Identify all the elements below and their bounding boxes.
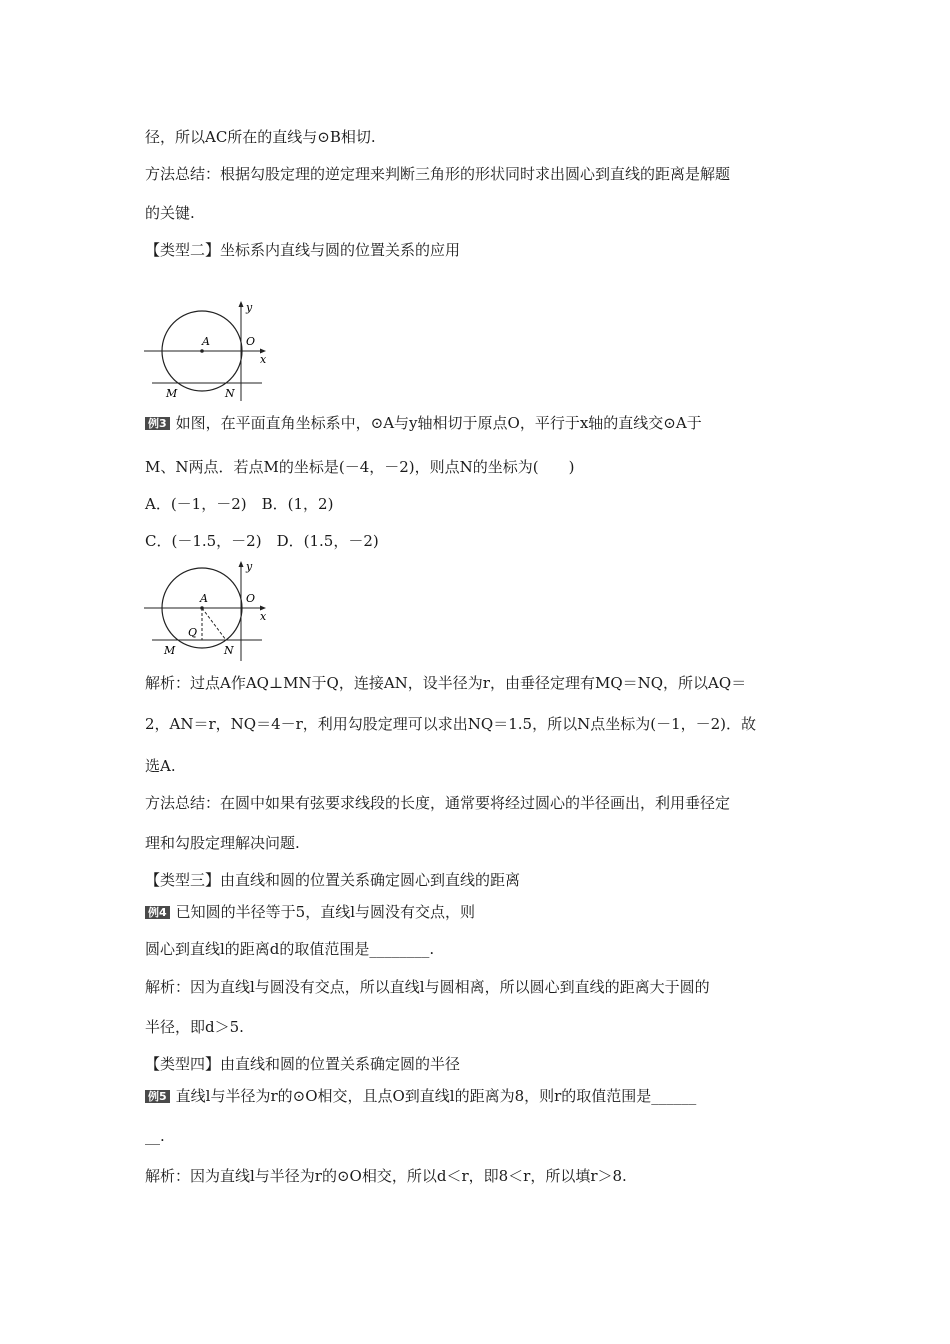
section-heading-type2: 【类型二】坐标系内直线与圆的位置关系的应用	[145, 241, 461, 259]
solution-text: 解析：因为直线l与圆没有交点，所以直线l与圆相离，所以圆心到直线的距离大于圆的	[145, 978, 710, 996]
solution-text: 半径，即d＞5.	[145, 1018, 244, 1036]
svg-text:A: A	[202, 335, 210, 348]
text-line: M、N两点．若点M的坐标是(－4，－2)，则点N的坐标为( )	[145, 458, 575, 476]
example-4-question	[145, 902, 475, 922]
solution-text: 2，AN＝r，NQ＝4－r，利用勾股定理可以求出NQ＝1.5，所以N点坐标为(－1，－2)．故	[145, 715, 757, 733]
solution-text: 解析：过点A作AQ⊥MN于Q，连接AN，设半径为r，由垂径定理有MQ＝NQ，所以AQ＝	[145, 674, 747, 692]
answer-options-cd: C．(－1.5，－2) D．(1.5，－2)	[145, 532, 379, 550]
example-badge: 例3	[145, 417, 170, 430]
svg-text:O: O	[246, 335, 256, 348]
method-summary: 方法总结：在圆中如果有弦要求线段的长度，通常要将经过圆心的半径画出，利用垂径定	[145, 794, 731, 812]
example-5-question	[145, 1086, 696, 1106]
method-summary: 方法总结：根据勾股定理的逆定理来判断三角形的形状同时求出圆心到直线的距离是解题	[145, 165, 731, 183]
svg-text:x: x	[260, 353, 267, 366]
section-heading-type4: 【类型四】由直线和圆的位置关系确定圆的半径	[145, 1055, 461, 1073]
coordinate-circle-figure	[140, 297, 280, 407]
svg-text:x: x	[260, 610, 267, 623]
question-text: 直线l与半径为r的⊙O相交，且点O到直线l的距离为8，则r的取值范围是______	[175, 1087, 697, 1105]
text-line: 径，所以AC所在的直线与⊙B相切.	[145, 128, 376, 146]
svg-text:O: O	[246, 592, 256, 605]
solution-text: 解析：因为直线l与半径为r的⊙O相交，所以d＜r，即8＜r，所以填r＞8.	[145, 1167, 627, 1185]
coordinate-circle-solution-figure	[140, 557, 280, 667]
svg-text:N: N	[224, 644, 234, 657]
answer-options-ab: A．(－1，－2) B．(1，2)	[145, 495, 334, 513]
text-line: 理和勾股定理解决问题.	[145, 834, 300, 852]
text-line: 圆心到直线l的距离d的取值范围是________.	[145, 940, 435, 958]
svg-text:y: y	[246, 301, 253, 314]
example-3-question	[145, 413, 702, 433]
svg-text:M: M	[164, 644, 176, 657]
text-line: 的关键.	[145, 204, 195, 222]
svg-text:Q: Q	[188, 626, 198, 639]
example-badge: 例4	[145, 906, 170, 919]
section-heading-type3: 【类型三】由直线和圆的位置关系确定圆心到直线的距离	[145, 871, 521, 889]
example-badge: 例5	[145, 1090, 170, 1103]
text-line: __.	[145, 1127, 165, 1145]
solution-text: 选A.	[145, 757, 176, 775]
svg-text:A: A	[200, 592, 208, 605]
svg-text:N: N	[225, 387, 235, 400]
question-text: 已知圆的半径等于5，直线l与圆没有交点，则	[175, 903, 475, 921]
svg-text:y: y	[246, 560, 253, 573]
svg-text:M: M	[166, 387, 178, 400]
question-text: 如图，在平面直角坐标系中，⊙A与y轴相切于原点O，平行于x轴的直线交⊙A于	[175, 414, 702, 432]
